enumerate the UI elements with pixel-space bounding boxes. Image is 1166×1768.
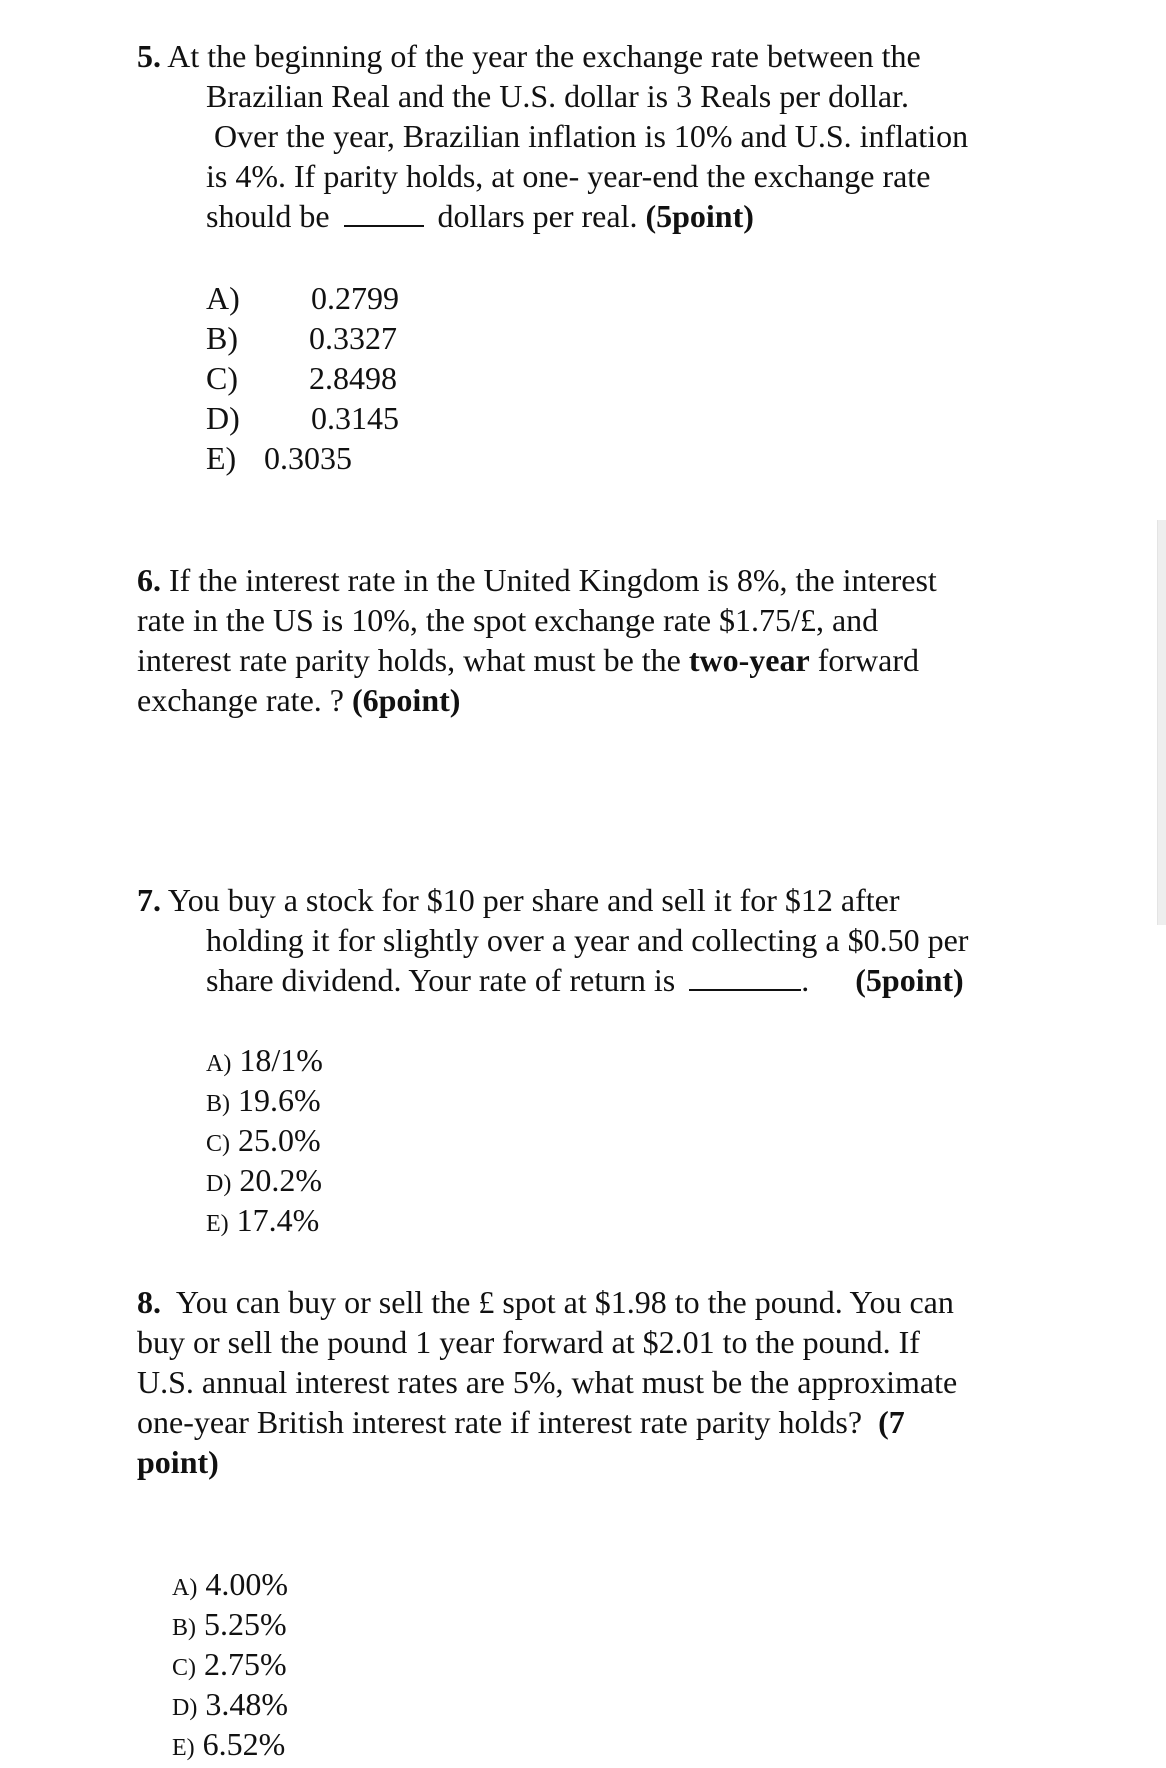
question-text: forward — [817, 642, 919, 678]
question-text: Brazilian Real and the U.S. dollar is 3 Reals per dollar. — [206, 78, 909, 114]
answer-blank — [344, 197, 424, 227]
question-text: dollars per real. — [437, 198, 638, 234]
question-text: share dividend. Your rate of return is — [206, 962, 676, 998]
question-text: should be — [206, 198, 330, 234]
question-text: If the interest rate in the United Kingdom is 8%, the interest — [169, 562, 937, 598]
option-e: E) 17.4% — [206, 1202, 320, 1238]
question-text: . — [801, 962, 810, 998]
question-text: one-year British interest rate if interest rate parity holds? — [137, 1404, 863, 1440]
option-b: B) 0.3327 — [206, 320, 397, 356]
option-d: D) 20.2% — [206, 1162, 322, 1198]
points-label: (5point) — [855, 962, 964, 998]
question-text: holding it for slightly over a year and collecting a $0.50 per — [206, 922, 969, 958]
question-7 — [137, 880, 968, 1000]
points-label: (5point) — [645, 198, 754, 234]
option-e: E) 6.52% — [172, 1726, 286, 1762]
option-a: A) 4.00% — [172, 1566, 288, 1602]
question-text: U.S. annual interest rates are 5%, what must be the approximate — [137, 1364, 958, 1400]
question-number: 8. — [137, 1284, 161, 1320]
option-d: D) 3.48% — [172, 1686, 288, 1722]
points-label: (7 — [878, 1404, 905, 1440]
question-6 — [137, 560, 937, 720]
option-a: A) 18/1% — [206, 1042, 323, 1078]
option-e: E) 0.3035 — [206, 440, 352, 476]
option-c: C) 2.75% — [172, 1646, 287, 1682]
question-text: exchange rate. ? — [137, 682, 344, 718]
question-text: interest rate parity holds, what must be the — [137, 642, 681, 678]
question-number: 7. — [137, 882, 161, 918]
question-text: Over the year, Brazilian inflation is 10% and U.S. inflation — [214, 118, 969, 154]
question-text: rate in the US is 10%, the spot exchange rate $1.75/£, and — [137, 602, 879, 638]
question-text: buy or sell the pound 1 year forward at $2.01 to the pound. If — [137, 1324, 920, 1360]
question-text: is 4%. If parity holds, at one- year-end the exchange rate — [206, 158, 931, 194]
question-number: 6. — [137, 562, 161, 598]
option-b: B) 5.25% — [172, 1606, 287, 1642]
question-text: You can buy or sell the £ spot at $1.98 to the pound. You can — [175, 1284, 954, 1320]
question-text: You buy a stock for $10 per share and sell it for $12 after — [167, 882, 900, 918]
question-8 — [137, 1282, 957, 1482]
option-d: D) 0.3145 — [206, 400, 399, 436]
question-text: At the beginning of the year the exchange rate between the — [167, 38, 921, 74]
option-a: A) 0.2799 — [206, 280, 399, 316]
option-c: C) 2.8498 — [206, 360, 397, 396]
scrollbar-track[interactable] — [1157, 520, 1166, 925]
question-number: 5. — [137, 38, 161, 74]
points-label: point) — [137, 1444, 219, 1480]
answer-blank — [689, 961, 801, 991]
option-b: B) 19.6% — [206, 1082, 321, 1118]
emphasis-text: two-year — [688, 642, 810, 678]
question-5 — [137, 36, 968, 236]
option-c: C) 25.0% — [206, 1122, 321, 1158]
points-label: (6point) — [351, 682, 461, 718]
